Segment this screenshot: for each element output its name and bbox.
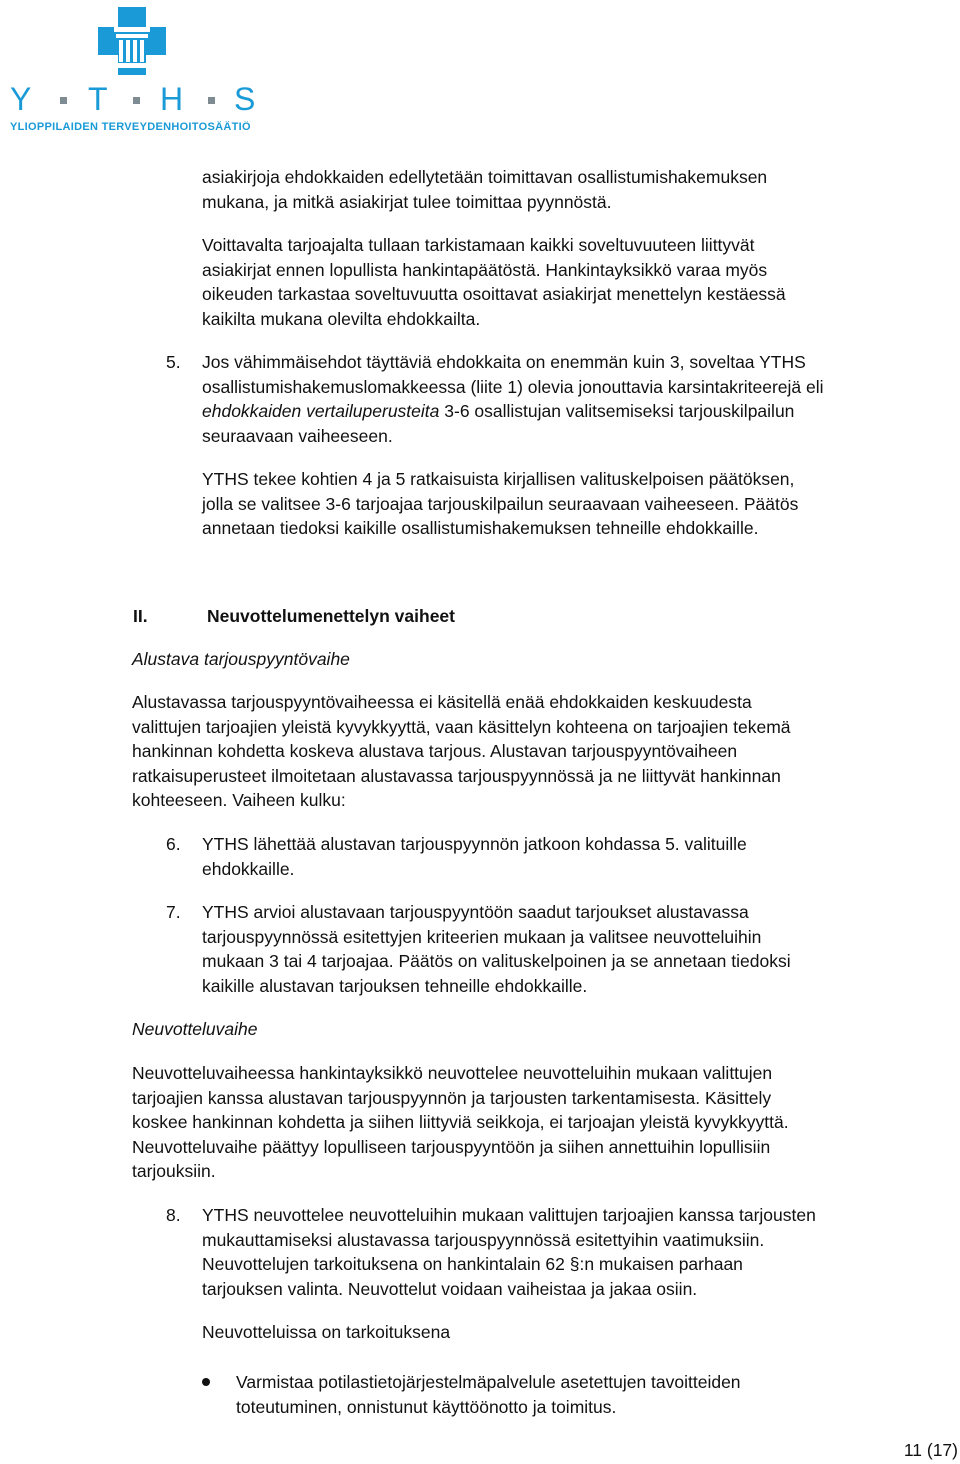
- text-line: Neuvottelujen tarkoituksena on hankintalain 62 §:n mukaisen parhaan: [202, 1254, 743, 1274]
- yths-logo: [6, 3, 256, 135]
- logo-separator: [133, 97, 140, 104]
- text-line: oikeuden tarkastaa soveltuvuutta osoittavat asiakirjat menettelyn kestäessä: [202, 284, 786, 304]
- text-run: 3-6 osallistujan valitsemiseksi tarjouskilpailun: [439, 401, 795, 421]
- text-line: mukauttamiseksi alustavassa tarjouspyynnössä esitettyihin vaatimuksiin.: [202, 1229, 765, 1250]
- text-line: toteutuminen, onnistunut käyttöönotto ja toimitus.: [236, 1396, 617, 1417]
- paragraph: [202, 467, 942, 541]
- cross-column-logo-icon: [6, 3, 256, 83]
- text-line: mukana, ja mitkä asiakirjat tulee toimittaa pyynnöstä.: [202, 191, 612, 212]
- logo-letter: S: [234, 81, 256, 117]
- list-number: 8.: [166, 1205, 181, 1225]
- logo-wordmark: [10, 83, 260, 115]
- text-line: asiakirjat ennen lopullista hankintapäätöstä. Hankintayksikkö varaa myös: [202, 259, 768, 280]
- paragraph: [202, 165, 942, 214]
- list-number: 5.: [166, 352, 181, 372]
- text-line: YTHS arvioi alustavaan tarjouspyyntöön saadut tarjoukset alustavassa: [202, 902, 749, 922]
- text-line: seuraavaan vaiheeseen.: [202, 425, 393, 446]
- text-line: YTHS lähettää alustavan tarjouspyynnön jatkoon kohdassa 5. valituille: [202, 834, 747, 854]
- paragraph: [132, 690, 932, 813]
- list-number: 7.: [166, 902, 181, 922]
- text-line: Alustavassa tarjouspyyntövaiheessa ei käsitellä enää ehdokkaiden keskuudesta: [132, 692, 752, 712]
- list-item: [202, 1203, 942, 1301]
- logo-letter: Y: [10, 81, 32, 117]
- text-line: asiakirjoja ehdokkaiden edellytetään toimittavan osallistumishakemuksen: [202, 167, 768, 187]
- section-number: II.: [133, 606, 148, 626]
- text-line: Varmistaa potilastietojärjestelmäpalvelule asetettujen tavoitteiden: [236, 1372, 741, 1392]
- text-line: ehdokkaille.: [202, 858, 295, 879]
- paragraph: Neuvotteluissa on tarkoituksena: [202, 1322, 451, 1342]
- text-line: [202, 399, 942, 424]
- section-title: Neuvottelumenettelyn vaiheet: [207, 606, 455, 626]
- list-item: [202, 900, 942, 998]
- text-line: tarjouksiin.: [132, 1161, 216, 1181]
- text-line: Neuvotteluvaiheessa hankintayksikkö neuvottelee neuvotteluihin mukaan valittujen: [132, 1063, 773, 1083]
- logo-subtitle: YLIOPPILAIDEN TERVEYDENHOITOSÄÄTIÖ: [10, 121, 251, 133]
- list-number: 6.: [166, 834, 181, 854]
- text-line: tarjouksen valinta. Neuvottelut voidaan vaiheistaa ja jakaa osiin.: [202, 1278, 698, 1299]
- text-line: tarjouspyynnössä esitettyjen kriteerien mukaan ja valitsee neuvotteluihin: [202, 926, 762, 947]
- text-line: jolla se valitsee 3-6 tarjoajaa tarjouskilpailun seuraavaan vaiheeseen. Päätös: [202, 493, 799, 514]
- paragraph: [202, 233, 942, 331]
- italic-term: ehdokkaiden vertailuperusteita: [202, 401, 440, 421]
- text-line: osallistumishakemuslomakkeessa (liite 1) olevia jonouttavia karsintakriteerejä eli: [202, 376, 824, 397]
- logo-letter: H: [160, 81, 184, 117]
- text-line: koskee hankinnan kohdetta ja siihen liittyviä seikkoja, ei tarjoajan yleistä kyvykkyyttä.: [132, 1112, 789, 1132]
- subheading: Neuvotteluvaihe: [132, 1019, 258, 1039]
- list-item: [202, 832, 942, 881]
- logo-letter: T: [88, 81, 108, 117]
- logo-separator: [208, 97, 215, 104]
- text-line: ratkaisuperusteet ilmoitetaan alustavassa tarjouspyynnössä ja ne liittyvät hankinnan: [132, 765, 781, 786]
- text-line: Jos vähimmäisehdot täyttäviä ehdokkaita on enemmän kuin 3, soveltaa YTHS: [202, 352, 806, 372]
- text-line: Neuvotteluvaihe päättyy lopulliseen tarjouspyyntöön ja siihen annettuihin lopullisiin: [132, 1136, 771, 1157]
- text-line: Voittavalta tarjoajalta tullaan tarkistamaan kaikki soveltuvuuteen liittyvät: [202, 235, 755, 255]
- text-line: annetaan tiedoksi kaikille osallistumishakemuksen tehneille ehdokkaille.: [202, 518, 759, 538]
- list-item: [202, 350, 942, 448]
- text-line: mukaan 3 tai 4 tarjoajaa. Päätös on valituskelpoinen ja se annetaan tiedoksi: [202, 951, 791, 971]
- text-line: valittujen tarjoajien yleistä kyvykkyyttä, vaan käsittelyn kohteena on tarjoajien tekemä: [132, 716, 791, 737]
- text-line: YTHS tekee kohtien 4 ja 5 ratkaisuista kirjallisen valituskelpoisen päätöksen,: [202, 469, 795, 489]
- text-line: tarjoajien kanssa alustavan tarjouspyynnön ja tarjousten tarkentamisesta. Käsittely: [132, 1087, 772, 1108]
- text-line: kaikilta mukana olevilta ehdokkailta.: [202, 308, 481, 329]
- bullet-item: [236, 1370, 936, 1419]
- text-line: kaikille alustavan tarjouksen tehneille ehdokkaille.: [202, 975, 588, 996]
- text-line: kohteeseen. Vaiheen kulku:: [132, 790, 346, 810]
- subheading: Alustava tarjouspyyntövaihe: [132, 649, 350, 669]
- text-line: YTHS neuvottelee neuvotteluihin mukaan valittujen tarjoajien kanssa tarjousten: [202, 1205, 816, 1225]
- bullet-icon: [202, 1378, 210, 1386]
- paragraph: [132, 1061, 932, 1184]
- text-line: hankinnan kohdetta koskeva alustava tarjous. Alustavan tarjouspyyntövaiheen: [132, 741, 738, 761]
- page-number: 11 (17): [903, 1440, 958, 1460]
- logo-separator: [60, 97, 67, 104]
